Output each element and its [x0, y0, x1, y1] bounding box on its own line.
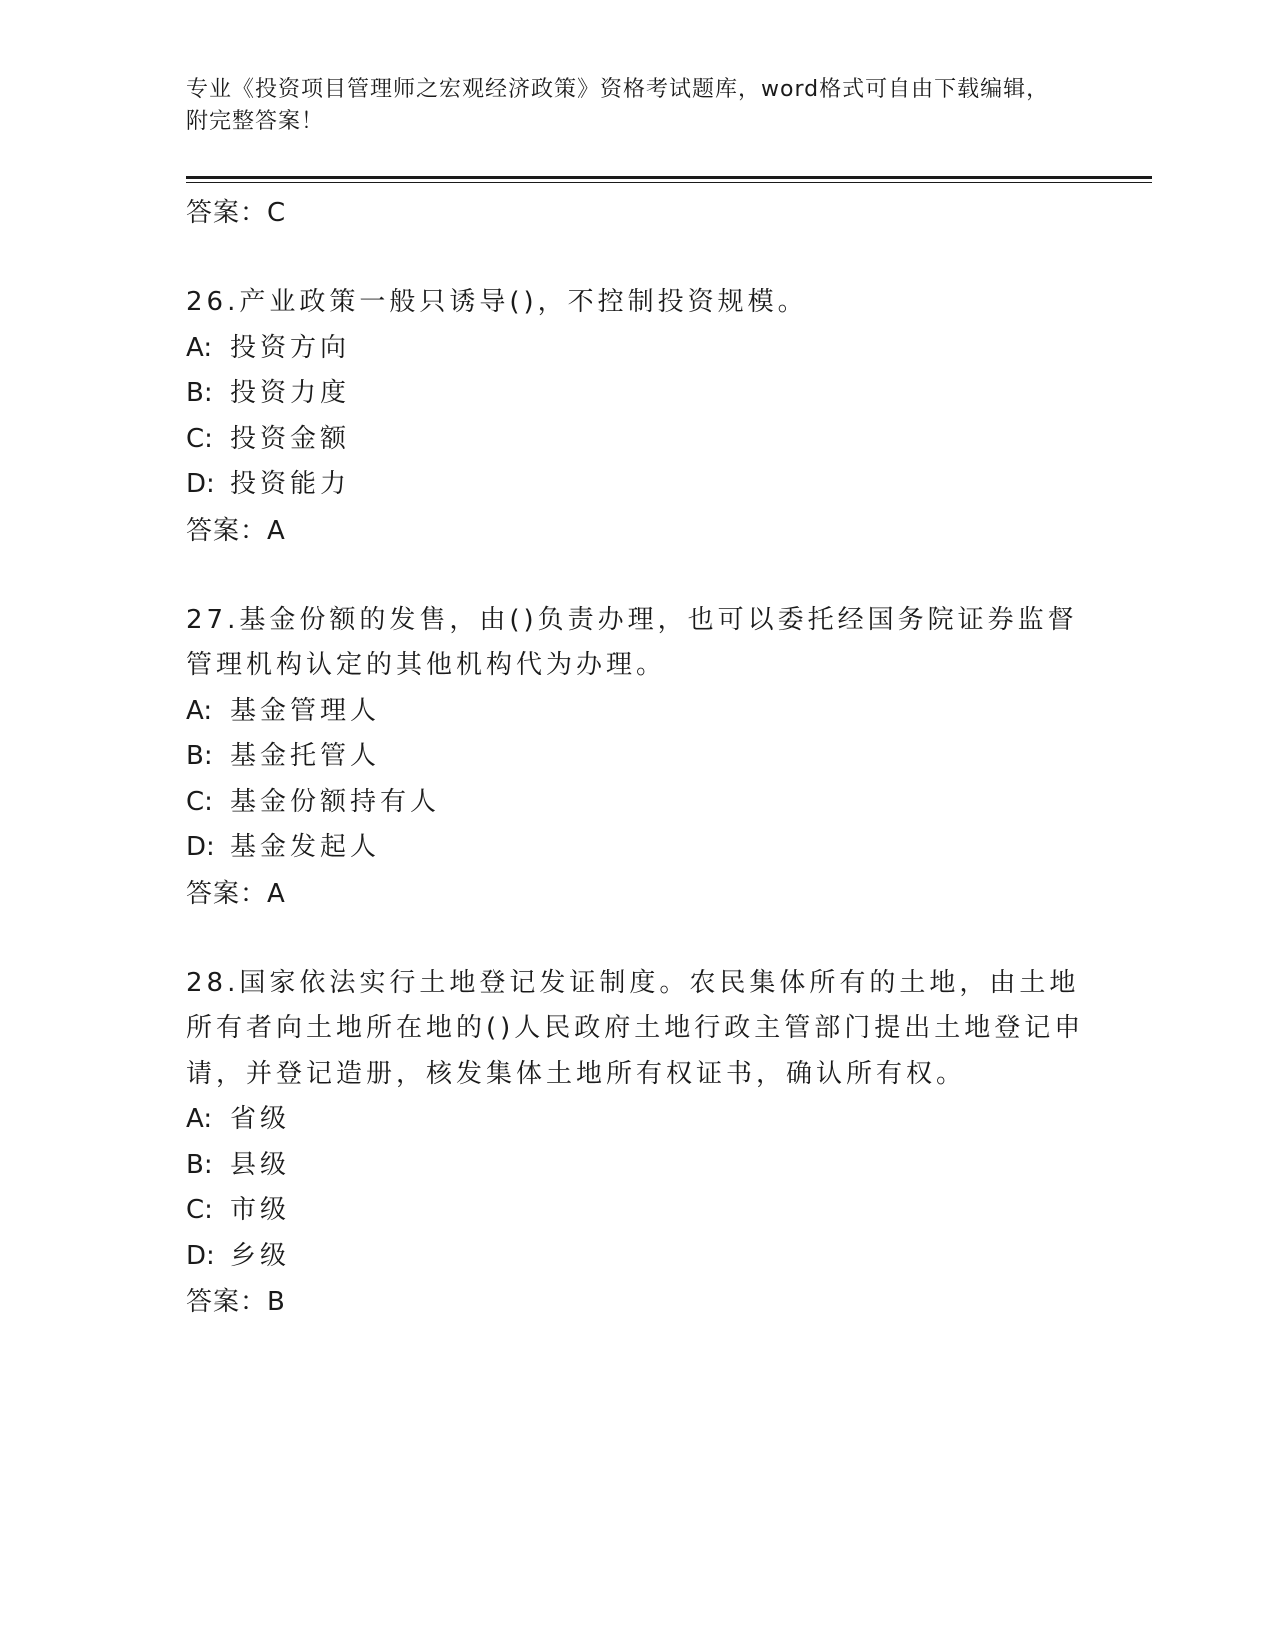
- option-letter: A:: [186, 1104, 213, 1134]
- option-d: [186, 825, 1086, 871]
- question-item: [186, 598, 1086, 917]
- question-text: 27.基金份额的发售，由()负责办理，也可以委托经国务院证券监督管理机构认定的其他机构代为办理。: [186, 604, 1078, 680]
- option-text: 县级: [230, 1149, 291, 1180]
- question-text: 28.国家依法实行土地登记发证制度。农民集体所有的土地，由土地所有者向土地所在地的()人民政府土地行政主管部门提出土地登记申请，并登记造册，核发集体土地所有权证书，确认所有权。: [186, 967, 1085, 1089]
- option-a: [186, 689, 1086, 735]
- document-header: 专业《投资项目管理师之宏观经济政策》资格考试题库，word格式可自由下载编辑，附完整答案！: [186, 77, 1050, 134]
- option-text: 投资方向: [230, 332, 351, 363]
- option-d: [186, 462, 1086, 508]
- option-text: 基金发起人: [230, 832, 381, 862]
- option-letter: B:: [186, 1149, 213, 1180]
- option-letter: D:: [186, 1240, 215, 1271]
- option-text: 基金托管人: [230, 741, 381, 771]
- question-item: [186, 280, 1086, 554]
- option-text: 投资金额: [230, 423, 351, 454]
- option-letter: A:: [186, 695, 213, 726]
- option-text: 基金份额持有人: [230, 786, 441, 817]
- option-letter: B:: [186, 378, 213, 408]
- option-text: 市级: [230, 1195, 291, 1225]
- header-rule-thick: [186, 176, 1152, 179]
- option-letter: C:: [186, 786, 213, 817]
- option-d: [186, 1234, 1086, 1280]
- option-letter: C:: [186, 1195, 213, 1225]
- option-b: [186, 734, 1086, 780]
- option-c: [186, 780, 1086, 826]
- option-c: [186, 1188, 1086, 1234]
- option-text: 投资能力: [230, 469, 351, 499]
- option-letter: C:: [186, 423, 213, 454]
- answer-line: 答案：A: [186, 515, 286, 546]
- option-a: [186, 1097, 1086, 1143]
- option-b: [186, 371, 1086, 417]
- option-letter: A:: [186, 332, 213, 363]
- option-b: [186, 1143, 1086, 1189]
- answer-line: 答案：B: [186, 1287, 286, 1317]
- question-list: [186, 190, 1086, 1325]
- answer-line: 答案：A: [186, 878, 286, 909]
- option-text: 乡级: [230, 1240, 291, 1271]
- header-rule-thin: [186, 182, 1152, 183]
- option-letter: D:: [186, 832, 215, 862]
- question-text: 26.产业政策一般只诱导()，不控制投资规模。: [186, 287, 808, 317]
- option-c: [186, 417, 1086, 463]
- option-text: 投资力度: [230, 378, 351, 408]
- option-letter: D:: [186, 469, 215, 499]
- answer-previous-question: 答案：C: [186, 198, 287, 228]
- option-text: 基金管理人: [230, 695, 381, 726]
- option-letter: B:: [186, 741, 213, 771]
- option-a: [186, 326, 1086, 372]
- option-text: 省级: [230, 1104, 291, 1134]
- question-item: [186, 961, 1086, 1326]
